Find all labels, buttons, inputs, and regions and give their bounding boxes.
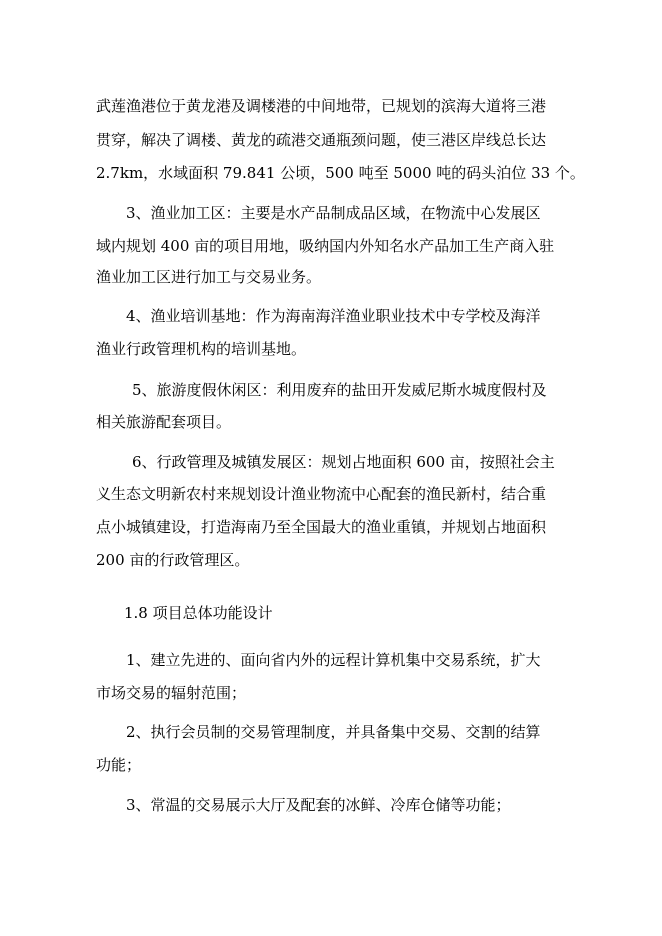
- processing-zone-line-2: 域内规划 400 亩的项目用地，吸纳国内外知名水产品加工生产商入驻: [96, 237, 555, 255]
- processing-zone-line-3: 渔业加工区进行加工与交易业务。: [96, 268, 322, 286]
- admin-zone-line-3: 点小城镇建设，打造海南乃至全国最大的渔业重镇，并规划占地面积: [96, 518, 547, 536]
- section-heading: 1.8 项目总体功能设计: [124, 604, 273, 622]
- training-base-line-1: 4、渔业培训基地：作为海南海洋渔业职业技术中专学校及海洋: [126, 307, 541, 325]
- admin-zone-line-2: 义生态文明新农村来规划设计渔业物流中心配套的渔民新村，结合重: [96, 485, 547, 503]
- admin-zone-line-1: 6、行政管理及城镇发展区：规划占地面积 600 亩，按照社会主: [132, 453, 555, 471]
- function-item-2-line-2: 功能；: [96, 756, 142, 774]
- port-paragraph-line-2: 贯穿，解决了调楼、黄龙的疏港交通瓶颈问题，使三港区岸线总长达: [96, 131, 547, 149]
- function-item-2-line-1: 2、执行会员制的交易管理制度，并具备集中交易、交割的结算: [126, 723, 541, 741]
- processing-zone-line-1: 3、渔业加工区：主要是水产品制成品区域，在物流中心发展区: [126, 204, 541, 222]
- training-base-line-2: 渔业行政管理机构的培训基地。: [96, 340, 307, 358]
- port-paragraph-line-1: 武莲渔港位于黄龙港及调楼港的中间地带，已规划的滨海大道将三港: [96, 97, 547, 115]
- port-paragraph-line-3: 2.7km，水域面积 79.841 公顷，500 吨至 5000 吨的码头泊位 33 个。: [96, 164, 585, 182]
- function-item-1-line-2: 市场交易的辐射范围；: [96, 684, 247, 702]
- tourism-zone-line-2: 相关旅游配套项目。: [96, 413, 232, 431]
- function-item-1-line-1: 1、建立先进的、面向省内外的远程计算机集中交易系统，扩大: [126, 651, 541, 669]
- admin-zone-line-4: 200 亩的行政管理区。: [96, 551, 250, 569]
- tourism-zone-line-1: 5、旅游度假休闲区：利用废弃的盐田开发威尼斯水城度假村及: [132, 381, 547, 399]
- function-item-3-line-1: 3、常温的交易展示大厅及配套的冰鲜、冷库仓储等功能；: [126, 796, 511, 814]
